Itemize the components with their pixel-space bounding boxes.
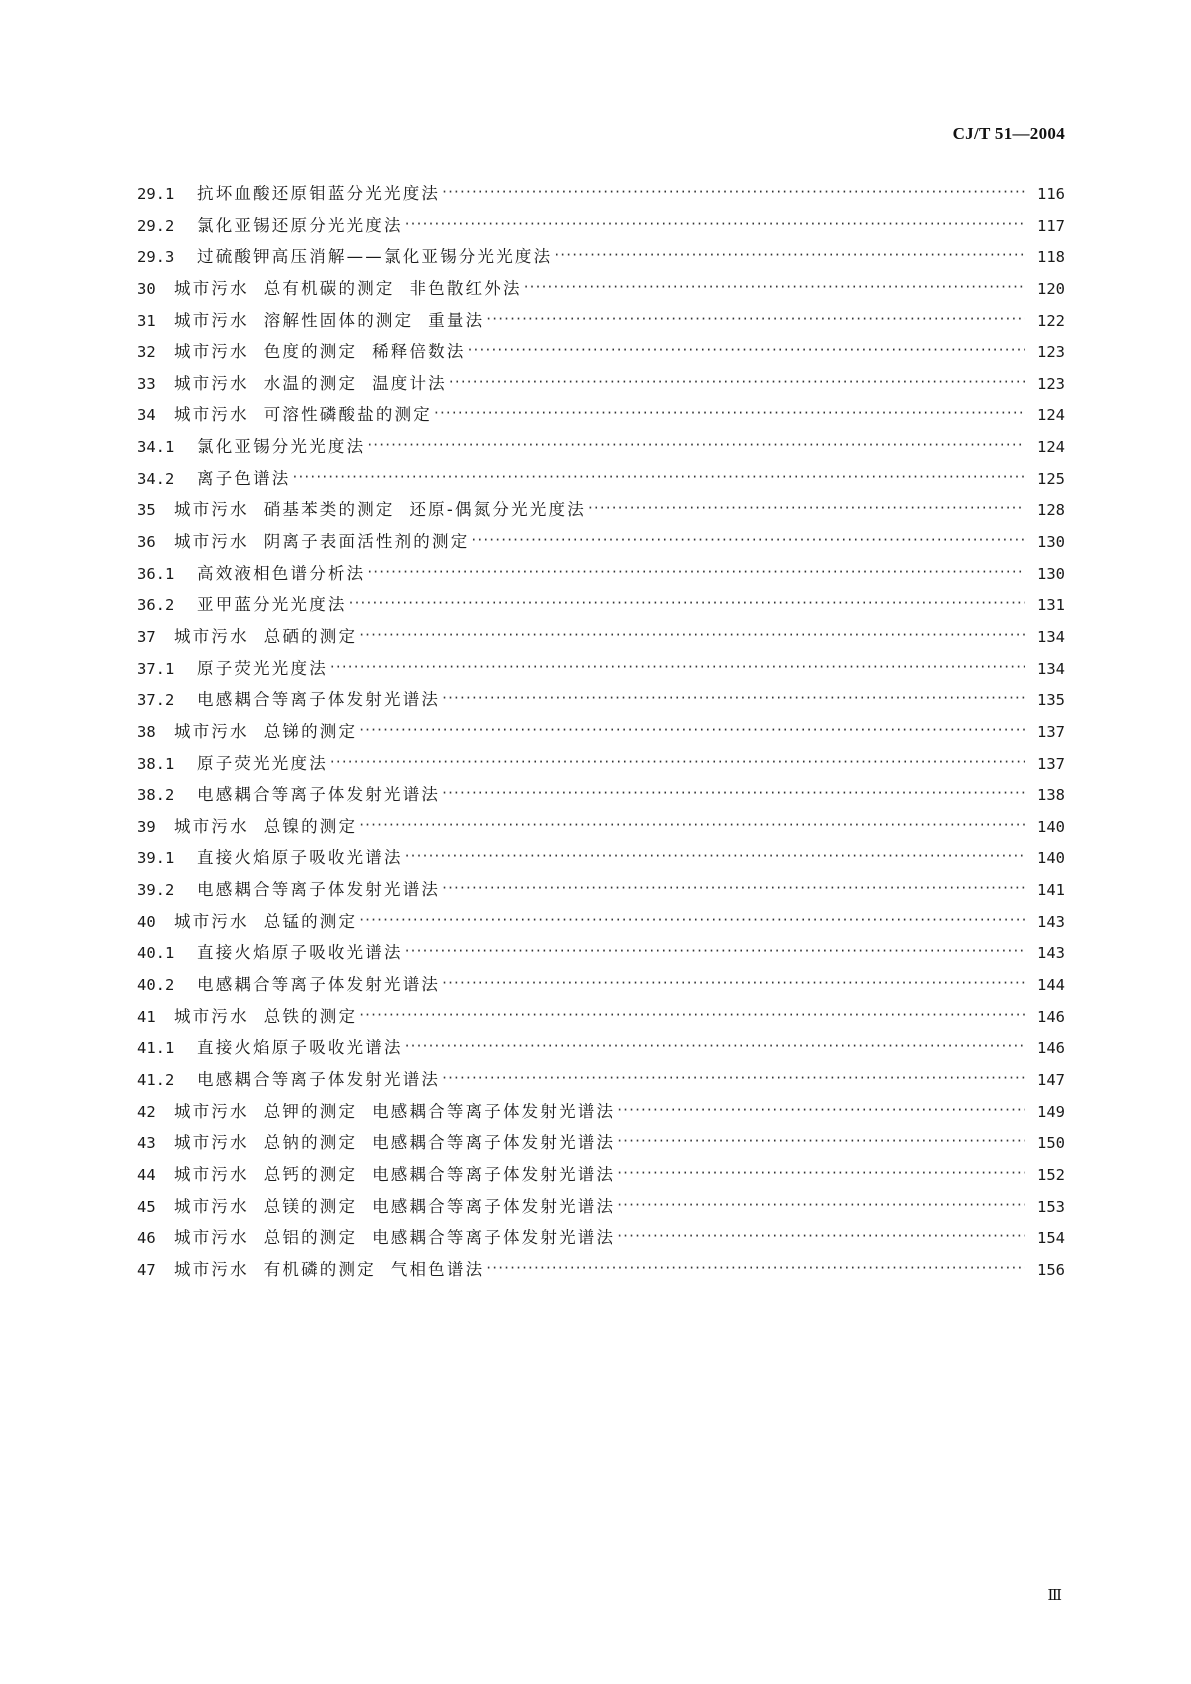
toc-entry-number: 41 <box>137 1007 156 1026</box>
toc-entry-page: 146 <box>1037 1007 1065 1026</box>
toc-entry-page: 117 <box>1037 216 1065 235</box>
toc-entry <box>137 243 1065 275</box>
toc-entry-number: 41.2 <box>137 1070 175 1089</box>
toc-entry-number: 32 <box>137 343 156 362</box>
toc-leader-dots <box>442 689 1025 706</box>
toc-entry-title: 过硫酸钾高压消解——氯化亚锡分光光度法 <box>197 247 553 267</box>
toc-leader-dots <box>359 625 1025 642</box>
toc-entry-title: 城市污水 溶解性固体的测定 重量法 <box>174 310 485 330</box>
toc-entry-title: 城市污水 有机磷的测定 气相色谱法 <box>174 1259 485 1279</box>
toc-leader-dots <box>359 720 1025 737</box>
toc-entry-number: 34.1 <box>137 438 175 457</box>
toc-entry-number: 39.2 <box>137 881 175 900</box>
toc-entry <box>137 1003 1065 1035</box>
toc-entry-page: 128 <box>1037 501 1065 520</box>
toc-leader-dots <box>524 277 1025 294</box>
toc-entry <box>137 1034 1065 1066</box>
toc-leader-dots <box>588 499 1025 516</box>
toc-entry-title: 城市污水 总有机碳的测定 非色散红外法 <box>174 278 522 298</box>
toc-entry <box>137 591 1065 623</box>
toc-leader-dots <box>293 467 1026 484</box>
toc-entry-page: 140 <box>1037 849 1065 868</box>
toc-entry <box>137 939 1065 971</box>
toc-entry <box>137 1098 1065 1130</box>
toc-leader-dots <box>486 1258 1025 1275</box>
toc-leader-dots <box>442 974 1025 991</box>
page-number: Ⅲ <box>1047 1588 1062 1604</box>
toc-entry-number: 40.1 <box>137 944 175 963</box>
toc-entry-number: 36.2 <box>137 596 175 615</box>
toc-leader-dots <box>442 879 1025 896</box>
toc-entry-number: 40.2 <box>137 976 175 995</box>
toc-entry-title: 高效液相色谱分析法 <box>197 563 366 583</box>
toc-entry-page: 153 <box>1037 1197 1065 1216</box>
toc-entry-title: 离子色谱法 <box>197 468 291 488</box>
toc-entry-number: 38 <box>137 722 156 741</box>
toc-entry-title: 城市污水 水温的测定 温度计法 <box>174 373 447 393</box>
toc-entry-page: 130 <box>1037 533 1065 552</box>
toc-entry-title: 原子荧光光度法 <box>197 658 328 678</box>
toc-entry-title: 电感耦合等离子体发射光谱法 <box>197 880 441 900</box>
toc-leader-dots <box>554 246 1025 263</box>
toc-entry-title: 城市污水 总钾的测定 电感耦合等离子体发射光谱法 <box>174 1101 616 1121</box>
toc-entry-page: 118 <box>1037 248 1065 267</box>
toc-entry-page: 147 <box>1037 1070 1065 1089</box>
toc-entry-title: 电感耦合等离子体发射光谱法 <box>197 785 441 805</box>
toc-entry-page: 150 <box>1037 1134 1065 1153</box>
toc-entry-page: 134 <box>1037 659 1065 678</box>
toc-leader-dots <box>349 594 1025 611</box>
toc-entry <box>137 623 1065 655</box>
toc-entry-page: 124 <box>1037 438 1065 457</box>
toc-entry-page: 143 <box>1037 944 1065 963</box>
toc-entry-title: 原子荧光光度法 <box>197 753 328 773</box>
toc-entry-number: 43 <box>137 1134 156 1153</box>
toc-entry-number: 37.2 <box>137 691 175 710</box>
toc-entry <box>137 876 1065 908</box>
toc-entry-page: 156 <box>1037 1260 1065 1279</box>
toc-entry <box>137 655 1065 687</box>
toc-entry-title: 城市污水 色度的测定 稀释倍数法 <box>174 342 466 362</box>
toc-entry-title: 城市污水 总锰的测定 <box>174 911 358 931</box>
toc-entry-page: 122 <box>1037 311 1065 330</box>
toc-entry-number: 34 <box>137 406 156 425</box>
toc-entry-number: 37.1 <box>137 659 175 678</box>
toc-entry-number: 46 <box>137 1229 156 1248</box>
toc-entry <box>137 1129 1065 1161</box>
toc-entry <box>137 908 1065 940</box>
toc-leader-dots <box>330 752 1025 769</box>
toc-entry-number: 34.2 <box>137 469 175 488</box>
toc-entry-number: 30 <box>137 279 156 298</box>
toc-entry <box>137 781 1065 813</box>
toc-entry <box>137 180 1065 212</box>
toc-entry <box>137 1256 1065 1288</box>
toc-entry-number: 31 <box>137 311 156 330</box>
toc-entry-page: 146 <box>1037 1039 1065 1058</box>
toc-entry-title: 城市污水 总镍的测定 <box>174 816 358 836</box>
toc-entry-page: 131 <box>1037 596 1065 615</box>
toc-entry-title: 亚甲蓝分光光度法 <box>197 595 347 615</box>
toc-entry-number: 38.2 <box>137 786 175 805</box>
toc-entry-title: 电感耦合等离子体发射光谱法 <box>197 690 441 710</box>
toc-entry-title: 电感耦合等离子体发射光谱法 <box>197 1069 441 1089</box>
toc-entry <box>137 370 1065 402</box>
toc-leader-dots <box>617 1227 1025 1244</box>
toc-leader-dots <box>367 436 1025 453</box>
toc-leader-dots <box>442 784 1025 801</box>
toc-entry-title: 城市污水 总铁的测定 <box>174 1006 358 1026</box>
toc-leader-dots <box>434 404 1025 421</box>
toc-leader-dots <box>405 942 1025 959</box>
toc-entry <box>137 307 1065 339</box>
toc-entry-number: 47 <box>137 1260 156 1279</box>
toc-leader-dots <box>359 815 1025 832</box>
toc-entry-title: 城市污水 总铝的测定 电感耦合等离子体发射光谱法 <box>174 1228 616 1248</box>
toc-leader-dots <box>442 183 1025 200</box>
toc-leader-dots <box>405 1037 1025 1054</box>
toc-entry <box>137 1193 1065 1225</box>
toc-entry-number: 33 <box>137 374 156 393</box>
toc-leader-dots <box>617 1100 1025 1117</box>
toc-entry-number: 45 <box>137 1197 156 1216</box>
toc-leader-dots <box>405 847 1025 864</box>
toc-entry-page: 143 <box>1037 912 1065 931</box>
toc-entry <box>137 496 1065 528</box>
toc-entry-number: 36 <box>137 533 156 552</box>
toc-entry <box>137 560 1065 592</box>
toc-entry-title: 城市污水 总钙的测定 电感耦合等离子体发射光谱法 <box>174 1164 616 1184</box>
standard-code-header: CJ/T 51—2004 <box>952 124 1065 143</box>
toc-entry-page: 124 <box>1037 406 1065 425</box>
toc-leader-dots <box>367 562 1025 579</box>
toc-entry-page: 140 <box>1037 817 1065 836</box>
toc-entry-page: 138 <box>1037 786 1065 805</box>
toc-leader-dots <box>486 309 1025 326</box>
toc-entry-page: 144 <box>1037 976 1065 995</box>
toc-leader-dots <box>617 1163 1025 1180</box>
toc-entry-page: 149 <box>1037 1102 1065 1121</box>
toc-entry-page: 125 <box>1037 469 1065 488</box>
toc-leader-dots <box>449 372 1025 389</box>
toc-entry-title: 直接火焰原子吸收光谱法 <box>197 943 403 963</box>
toc-entry-title: 直接火焰原子吸收光谱法 <box>197 1038 403 1058</box>
toc-entry-page: 123 <box>1037 343 1065 362</box>
toc-entry-title: 城市污水 总硒的测定 <box>174 626 358 646</box>
toc-entry-page: 130 <box>1037 564 1065 583</box>
toc-entry-title: 抗坏血酸还原钼蓝分光光度法 <box>197 184 441 203</box>
toc-entry-number: 29.1 <box>137 185 175 203</box>
toc-entry-title: 城市污水 总锑的测定 <box>174 721 358 741</box>
toc-entry <box>137 750 1065 782</box>
toc-leader-dots <box>617 1195 1025 1212</box>
toc-entry <box>137 338 1065 370</box>
toc-entry-number: 42 <box>137 1102 156 1121</box>
toc-entry-title: 直接火焰原子吸收光谱法 <box>197 848 403 868</box>
toc-entry-number: 39 <box>137 817 156 836</box>
toc-entry-title: 城市污水 总镁的测定 电感耦合等离子体发射光谱法 <box>174 1196 616 1216</box>
toc-entry <box>137 528 1065 560</box>
toc-leader-dots <box>442 1068 1025 1085</box>
toc-entry <box>137 971 1065 1003</box>
toc-entry-number: 29.3 <box>137 248 175 267</box>
toc-entry <box>137 1066 1065 1098</box>
toc-entry-title: 氯化亚锡分光光度法 <box>197 437 366 457</box>
toc-entry-number: 36.1 <box>137 564 175 583</box>
toc-entry-page: 134 <box>1037 627 1065 646</box>
table-of-contents <box>137 180 1065 1287</box>
toc-entry-title: 城市污水 阴离子表面活性剂的测定 <box>174 532 470 552</box>
toc-entry-page: 154 <box>1037 1229 1065 1248</box>
toc-entry-number: 40 <box>137 912 156 931</box>
toc-entry-number: 37 <box>137 627 156 646</box>
toc-entry-page: 152 <box>1037 1165 1065 1184</box>
toc-entry-number: 41.1 <box>137 1039 175 1058</box>
toc-entry-page: 116 <box>1037 185 1065 203</box>
toc-leader-dots <box>359 1005 1025 1022</box>
toc-entry <box>137 212 1065 244</box>
toc-entry-page: 120 <box>1037 279 1065 298</box>
toc-entry-title: 电感耦合等离子体发射光谱法 <box>197 975 441 995</box>
toc-leader-dots <box>359 910 1025 927</box>
toc-entry <box>137 401 1065 433</box>
toc-entry-page: 137 <box>1037 722 1065 741</box>
toc-entry-title: 城市污水 硝基苯类的测定 还原-偶氮分光光度法 <box>174 500 586 520</box>
toc-entry <box>137 813 1065 845</box>
toc-entry <box>137 275 1065 307</box>
toc-leader-dots <box>330 657 1025 674</box>
toc-entry <box>137 1224 1065 1256</box>
toc-entry <box>137 718 1065 750</box>
toc-entry-number: 38.1 <box>137 754 175 773</box>
toc-entry <box>137 1161 1065 1193</box>
toc-entry-page: 135 <box>1037 691 1065 710</box>
toc-entry <box>137 686 1065 718</box>
toc-leader-dots <box>405 214 1025 231</box>
toc-leader-dots <box>617 1132 1025 1149</box>
toc-entry-number: 39.1 <box>137 849 175 868</box>
toc-entry-number: 29.2 <box>137 216 175 235</box>
toc-entry-title: 氯化亚锡还原分光光度法 <box>197 215 403 235</box>
toc-entry-number: 35 <box>137 501 156 520</box>
toc-entry-title: 城市污水 总钠的测定 电感耦合等离子体发射光谱法 <box>174 1133 616 1153</box>
toc-entry-title: 城市污水 可溶性磷酸盐的测定 <box>174 405 432 425</box>
toc-leader-dots <box>468 341 1025 358</box>
toc-entry-page: 141 <box>1037 881 1065 900</box>
toc-entry <box>137 465 1065 497</box>
toc-entry-number: 44 <box>137 1165 156 1184</box>
toc-entry-page: 137 <box>1037 754 1065 773</box>
toc-entry <box>137 844 1065 876</box>
toc-entry <box>137 433 1065 465</box>
toc-entry-page: 123 <box>1037 374 1065 393</box>
toc-leader-dots <box>471 531 1025 548</box>
